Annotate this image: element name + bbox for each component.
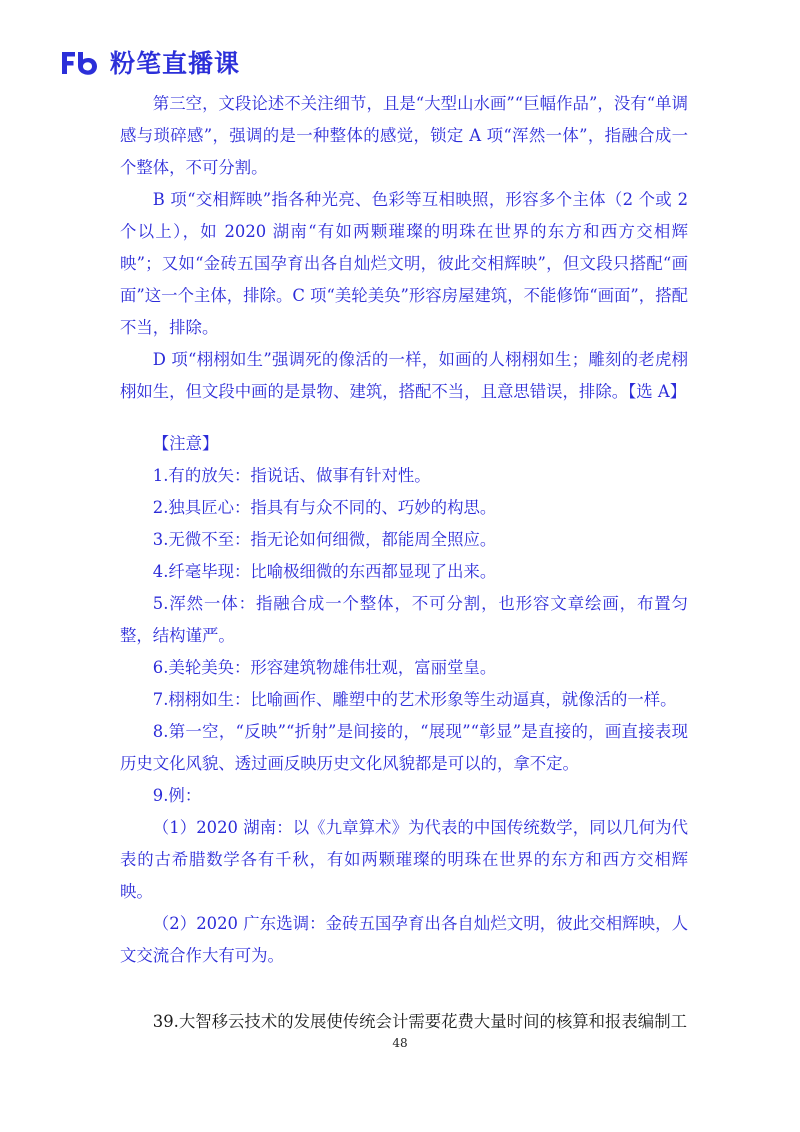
note-item: 8.第一空，“反映”“折射”是间接的，“展现”“彰显”是直接的，画直接表现历史文化风貌、透过画反映历史文化风貌都是可以的，拿不定。 — [120, 722, 688, 773]
document-body — [120, 88, 688, 1038]
question-text: 39.大智移云技术的发展使传统会计需要花费大量时间的核算和报表编制工 — [152, 1012, 687, 1031]
header — [60, 50, 240, 76]
note-item: 6.美轮美奂：形容建筑物雄伟壮观，富丽堂皇。 — [152, 658, 497, 677]
note-item: 3.无微不至：指无论如何细微，都能周全照应。 — [152, 530, 497, 549]
note-example: （2）2020 广东选调：金砖五国孕育出各自灿烂文明，彼此交相辉映，人文交流合作大有可为。 — [120, 914, 688, 965]
note-item: 5.浑然一体：指融合成一个整体，不可分割，也形容文章绘画，布置匀整，结构谨严。 — [120, 594, 688, 645]
note-item: 4.纤毫毕现：比喻极细微的东西都显现了出来。 — [152, 562, 497, 581]
page-number: 48 — [392, 1036, 408, 1050]
note-example: （1）2020 湖南：以《九章算术》为代表的中国传统数学，同以几何为代表的古希腊数学各有千秋，有如两颗璀璨的明珠在世界的东方和西方交相辉映。 — [120, 818, 688, 901]
analysis-paragraph: 第三空，文段论述不关注细节，且是“大型山水画”“巨幅作品”，没有“单调感与琐碎感”，强调的是一种整体的感觉，锁定 A 项“浑然一体”，指融合成一个整体，不可分割。 — [120, 94, 688, 177]
note-item: 7.栩栩如生：比喻画作、雕塑中的艺术形象等生动逼真，就像活的一样。 — [152, 690, 677, 709]
note-title: 【注意】 — [152, 434, 219, 453]
note-item: 9.例： — [152, 786, 202, 805]
note-item: 2.独具匠心：指具有与众不同的、巧妙的构思。 — [152, 498, 497, 517]
analysis-paragraph: B 项“交相辉映”指各种光亮、色彩等互相映照，形容多个主体（2 个或 2 个以上），如 2020 湖南“有如两颗璀璨的明珠在世界的东方和西方交相辉映”；又如“金砖五国孕育出各自灿烂文明，彼此交相辉映”，但文段只搭配“画面”这一个主体，排除。C 项“美轮美奂”形容房屋建筑，不能修饰“画面”，搭配不当，排除。 — [120, 190, 688, 337]
analysis-paragraph: D 项“栩栩如生”强调死的像活的一样，如画的人栩栩如生；雕刻的老虎栩栩如生，但文段中画的是景物、建筑，搭配不当，且意思错误，排除。【选 A】 — [120, 350, 688, 401]
brand-name: 粉笔直播课 — [110, 48, 241, 78]
fb-logo-icon — [60, 50, 100, 76]
note-item: 1.有的放矢：指说话、做事有针对性。 — [152, 466, 431, 485]
